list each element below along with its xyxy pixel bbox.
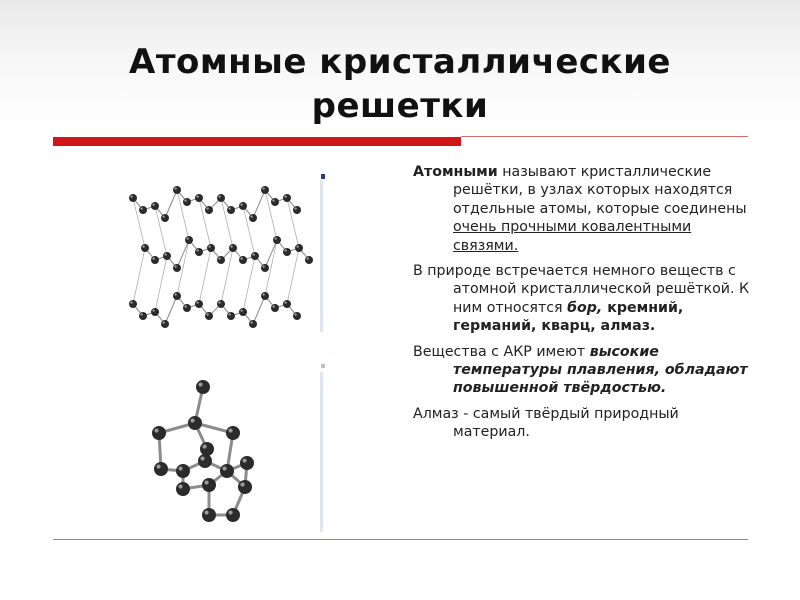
lattice-atom bbox=[229, 244, 237, 252]
body-text bbox=[413, 163, 753, 449]
lattice-atom bbox=[305, 256, 313, 264]
image-frame-corner bbox=[321, 364, 325, 368]
lattice-atom bbox=[261, 292, 269, 300]
lattice-atom bbox=[205, 312, 213, 320]
atom-highlight bbox=[240, 309, 242, 311]
atom-highlight bbox=[250, 215, 252, 217]
lattice-atom bbox=[202, 478, 216, 492]
lattice-atom bbox=[293, 206, 301, 214]
atom-highlight bbox=[262, 293, 264, 295]
atom-highlight bbox=[284, 249, 286, 251]
lattice-atom bbox=[185, 236, 193, 244]
atom-highlight bbox=[252, 253, 254, 255]
lattice-atom bbox=[205, 206, 213, 214]
image-frame-edge bbox=[320, 180, 323, 332]
lattice-bond bbox=[133, 248, 145, 304]
atom-highlight bbox=[218, 195, 220, 197]
diamond-lattice-image bbox=[83, 365, 325, 535]
lattice-atom bbox=[261, 264, 269, 272]
atom-highlight bbox=[184, 199, 186, 201]
lattice-atom bbox=[261, 186, 269, 194]
atom-highlight bbox=[274, 237, 276, 239]
atom-highlight bbox=[152, 309, 154, 311]
lattice-atom bbox=[176, 482, 190, 496]
atom-highlight bbox=[196, 249, 198, 251]
lattice-bond bbox=[165, 296, 177, 324]
paragraph-properties bbox=[413, 343, 753, 398]
graphite-lattice-image bbox=[93, 172, 325, 332]
title-divider-line bbox=[461, 136, 748, 137]
atom-highlight bbox=[162, 215, 164, 217]
lattice-atom bbox=[240, 456, 254, 470]
atom-highlight bbox=[206, 207, 208, 209]
lattice-atom bbox=[151, 202, 159, 210]
atom-highlight bbox=[240, 482, 244, 486]
lattice-atom bbox=[154, 462, 168, 476]
atom-highlight bbox=[162, 321, 164, 323]
lattice-atom bbox=[227, 206, 235, 214]
lattice-bond bbox=[165, 190, 177, 218]
atom-highlight bbox=[284, 195, 286, 197]
atom-highlight bbox=[186, 237, 188, 239]
lattice-bond bbox=[253, 190, 265, 218]
atom-highlight bbox=[240, 203, 242, 205]
atom-highlight bbox=[230, 245, 232, 247]
lattice-atom bbox=[161, 214, 169, 222]
lattice-atom bbox=[249, 214, 257, 222]
atom-highlight bbox=[222, 466, 226, 470]
atom-highlight bbox=[174, 187, 176, 189]
paragraph-text: В природе встречается немного веществ с атомной кристаллической решёткой. К ним относятся bbox=[413, 263, 750, 316]
lattice-atom bbox=[173, 264, 181, 272]
lattice-atom bbox=[295, 244, 303, 252]
lattice-atom bbox=[188, 416, 202, 430]
lattice-atom bbox=[173, 186, 181, 194]
lattice-atom bbox=[183, 198, 191, 206]
lattice-atom bbox=[217, 300, 225, 308]
lattice-atom bbox=[283, 300, 291, 308]
lattice-bond bbox=[287, 248, 299, 304]
lattice-atom bbox=[151, 256, 159, 264]
underlined-phrase: очень прочными ковалентными связями. bbox=[453, 219, 692, 254]
paragraph-definition bbox=[413, 163, 753, 255]
atom-highlight bbox=[184, 305, 186, 307]
lattice-atom bbox=[238, 480, 252, 494]
atom-highlight bbox=[190, 418, 194, 422]
atom-highlight bbox=[140, 313, 142, 315]
lattice-atom bbox=[239, 308, 247, 316]
lattice-bond bbox=[253, 296, 265, 324]
atom-highlight bbox=[178, 484, 182, 488]
atom-highlight bbox=[208, 245, 210, 247]
lattice-atom bbox=[271, 304, 279, 312]
lattice-atom bbox=[249, 320, 257, 328]
lattice-bond bbox=[199, 248, 211, 304]
atom-highlight bbox=[130, 301, 132, 303]
atom-highlight bbox=[204, 480, 208, 484]
lattice-atom bbox=[151, 308, 159, 316]
lattice-atom bbox=[293, 312, 301, 320]
lattice-atom bbox=[176, 464, 190, 478]
atom-highlight bbox=[218, 257, 220, 259]
title-accent-bar bbox=[53, 137, 461, 146]
atom-highlight bbox=[262, 265, 264, 267]
lattice-atom bbox=[226, 508, 240, 522]
lattice-atom bbox=[217, 256, 225, 264]
lattice-atom bbox=[161, 320, 169, 328]
image-frame-corner bbox=[321, 174, 325, 179]
lattice-atom bbox=[173, 292, 181, 300]
lattice-atom bbox=[273, 236, 281, 244]
atom-highlight bbox=[272, 305, 274, 307]
atom-highlight bbox=[296, 245, 298, 247]
lattice-atom bbox=[139, 206, 147, 214]
atom-highlight bbox=[152, 257, 154, 259]
lattice-atom bbox=[251, 252, 259, 260]
lattice-bond bbox=[177, 240, 189, 268]
atom-highlight bbox=[164, 253, 166, 255]
atom-highlight bbox=[284, 301, 286, 303]
lattice-atom bbox=[198, 454, 212, 468]
atom-highlight bbox=[262, 187, 264, 189]
atom-highlight bbox=[228, 510, 232, 514]
lattice-atom bbox=[283, 248, 291, 256]
lattice-atom bbox=[195, 248, 203, 256]
lattice-atom bbox=[129, 300, 137, 308]
atom-highlight bbox=[240, 257, 242, 259]
lattice-atom bbox=[195, 194, 203, 202]
atom-highlight bbox=[206, 313, 208, 315]
lattice-atom bbox=[183, 304, 191, 312]
atom-highlight bbox=[140, 207, 142, 209]
atom-highlight bbox=[142, 245, 144, 247]
lattice-atom bbox=[129, 194, 137, 202]
paragraph-text: называют кристаллические решётки, в узлах которых находятся отдельные атомы, которые соединены bbox=[453, 164, 747, 217]
atom-highlight bbox=[130, 195, 132, 197]
slide-title: Атомные кристаллические решетки bbox=[129, 42, 671, 126]
term-bold: Атомными bbox=[413, 164, 498, 180]
atom-highlight bbox=[156, 464, 160, 468]
bold-italic-phrase: бор, bbox=[567, 299, 603, 316]
atom-highlight bbox=[154, 428, 158, 432]
lattice-atom bbox=[207, 244, 215, 252]
lattice-atom bbox=[163, 252, 171, 260]
lattice-atom bbox=[271, 198, 279, 206]
atom-highlight bbox=[218, 301, 220, 303]
bold-italic-phrase: высокие температуры плавления, обладают повышенной твёрдостью. bbox=[453, 343, 748, 397]
lattice-atom bbox=[195, 300, 203, 308]
atom-highlight bbox=[228, 207, 230, 209]
atom-highlight bbox=[174, 293, 176, 295]
lattice-atom bbox=[217, 194, 225, 202]
lattice-atom bbox=[141, 244, 149, 252]
atom-highlight bbox=[294, 313, 296, 315]
lattice-atom bbox=[200, 442, 214, 456]
atom-highlight bbox=[204, 510, 208, 514]
atom-highlight bbox=[152, 203, 154, 205]
atom-highlight bbox=[198, 382, 202, 386]
lattice-bond bbox=[155, 256, 167, 312]
lattice-atom bbox=[139, 312, 147, 320]
lattice-atom bbox=[196, 380, 210, 394]
atom-highlight bbox=[202, 444, 206, 448]
image-frame-edge bbox=[320, 372, 323, 532]
lattice-bond bbox=[265, 240, 277, 268]
atom-highlight bbox=[178, 466, 182, 470]
lattice-atom bbox=[152, 426, 166, 440]
atom-highlight bbox=[294, 207, 296, 209]
lattice-bond bbox=[243, 256, 255, 312]
lattice-atom bbox=[239, 256, 247, 264]
atom-highlight bbox=[228, 428, 232, 432]
atom-highlight bbox=[242, 458, 246, 462]
lattice-atom bbox=[227, 312, 235, 320]
lattice-atom bbox=[202, 508, 216, 522]
atom-highlight bbox=[306, 257, 308, 259]
paragraph-text: Алмаз - самый твёрдый природный материал. bbox=[413, 405, 679, 441]
lattice-atom bbox=[220, 464, 234, 478]
atom-highlight bbox=[196, 301, 198, 303]
footer-divider-line bbox=[53, 539, 748, 540]
lattice-atom bbox=[226, 426, 240, 440]
paragraph-diamond bbox=[413, 405, 753, 442]
lattice-atom bbox=[239, 202, 247, 210]
atom-highlight bbox=[200, 456, 204, 460]
lattice-atom bbox=[283, 194, 291, 202]
atom-highlight bbox=[272, 199, 274, 201]
atom-highlight bbox=[250, 321, 252, 323]
paragraph-examples bbox=[413, 262, 753, 336]
lattice-bond bbox=[221, 248, 233, 304]
paragraph-text: Вещества с АКР имеют bbox=[413, 343, 590, 360]
atom-highlight bbox=[196, 195, 198, 197]
bold-phrase: кремний, германий, кварц, алмаз. bbox=[453, 299, 684, 335]
atom-highlight bbox=[228, 313, 230, 315]
atom-highlight bbox=[174, 265, 176, 267]
